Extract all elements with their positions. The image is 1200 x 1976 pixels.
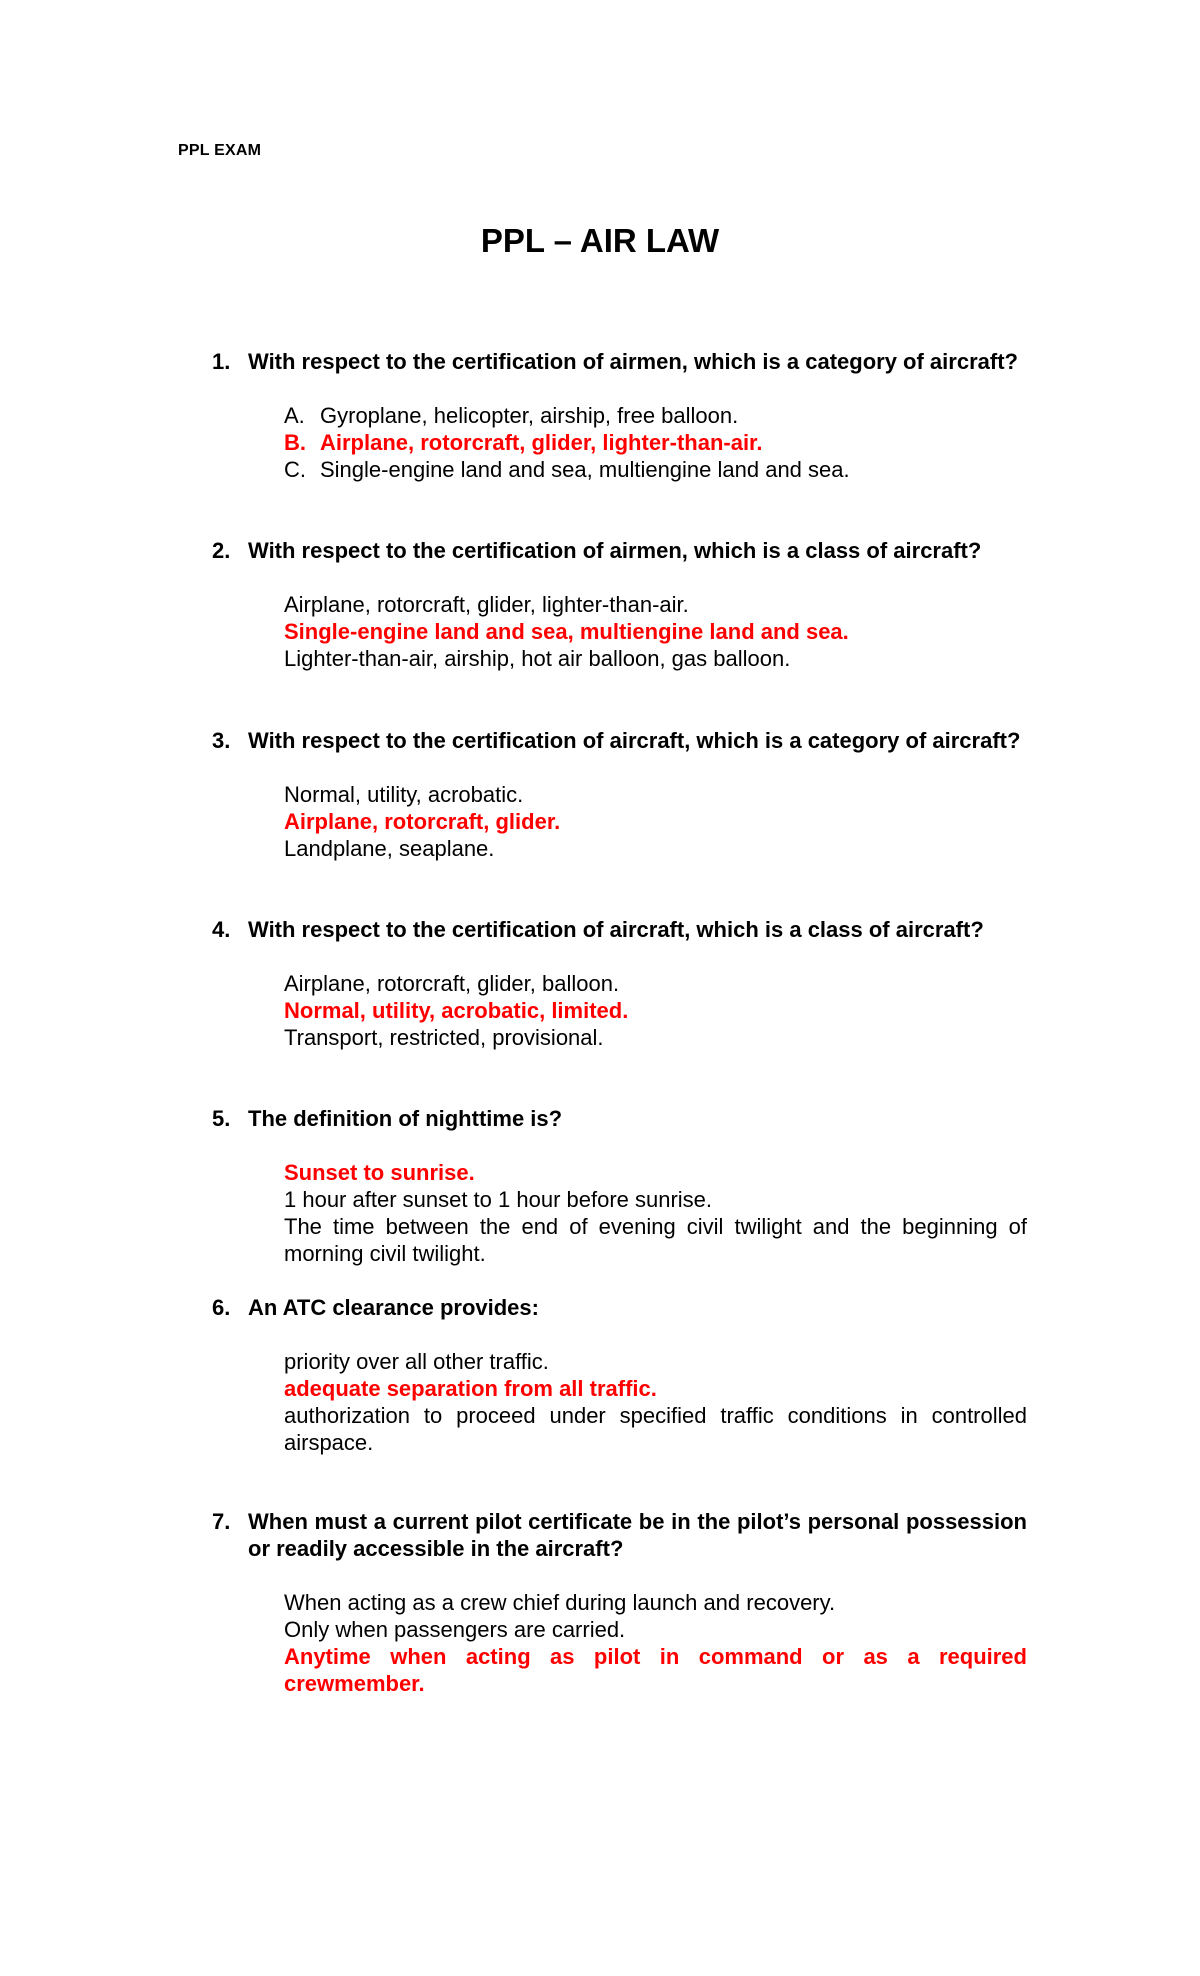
page-header-label: PPL EXAM (178, 142, 262, 159)
answer-option-letter: A. (284, 403, 305, 428)
question-item (212, 348, 1027, 483)
answer-option-correct (284, 997, 1027, 1024)
answer-option (284, 591, 1027, 618)
question-number: 3. (212, 728, 231, 753)
answer-option (284, 402, 1027, 429)
answer-option-text: Transport, restricted, provisional. (284, 1025, 604, 1050)
question-number: 7. (212, 1509, 231, 1534)
question-item (212, 1508, 1027, 1697)
answer-option-correct (284, 429, 1027, 456)
answer-option-text: Normal, utility, acrobatic. (284, 782, 524, 807)
answer-options (284, 1589, 1027, 1697)
answer-option-correct (284, 808, 1027, 835)
question-text: With respect to the certification of airmen, which is a category of aircraft? (248, 349, 1018, 374)
answer-option-text: Normal, utility, acrobatic, limited. (284, 998, 629, 1023)
answer-option (284, 1589, 1027, 1616)
answer-options (284, 591, 1027, 672)
answer-option-text: Airplane, rotorcraft, glider, lighter-than-air. (284, 592, 689, 617)
question-number: 2. (212, 538, 231, 563)
question-number: 5. (212, 1106, 231, 1131)
answer-option-text: Sunset to sunrise. (284, 1160, 475, 1185)
answer-option-text: When acting as a crew chief during launch and recovery. (284, 1590, 836, 1615)
answer-option-text: Landplane, seaplane. (284, 836, 495, 861)
answer-option-text: Airplane, rotorcraft, glider, balloon. (284, 971, 620, 996)
answer-option-correct (284, 1375, 1027, 1402)
answer-option (284, 1616, 1027, 1643)
question-item (212, 537, 1027, 672)
question-number: 6. (212, 1295, 231, 1320)
answer-option-text: Single-engine land and sea, multiengine land and sea. (320, 457, 850, 482)
answer-option-text: Airplane, rotorcraft, glider, lighter-than-air. (320, 430, 763, 455)
answer-options (284, 1159, 1027, 1267)
answer-option (284, 1402, 1027, 1456)
question-item (212, 727, 1027, 862)
answer-option-text: priority over all other traffic. (284, 1349, 549, 1374)
answer-option-text: The time between the end of evening civil twilight and the beginning of morning civil twilight. (284, 1214, 1027, 1266)
question-text: With respect to the certification of aircraft, which is a category of aircraft? (248, 728, 1021, 753)
answer-option-text: 1 hour after sunset to 1 hour before sunrise. (284, 1187, 713, 1212)
answer-options (284, 970, 1027, 1051)
answer-option-letter: C. (284, 457, 306, 482)
question-text: With respect to the certification of airmen, which is a class of aircraft? (248, 538, 982, 563)
answer-option (284, 456, 1027, 483)
question-text: An ATC clearance provides: (248, 1295, 539, 1320)
page-title: PPL – AIR LAW (480, 222, 720, 259)
question-item (212, 1294, 1027, 1456)
question-number: 1. (212, 349, 231, 374)
answer-option (284, 835, 1027, 862)
question-item (212, 1105, 1027, 1267)
answer-option-text: adequate separation from all traffic. (284, 1376, 657, 1401)
answer-option (284, 1024, 1027, 1051)
answer-option (284, 1186, 1027, 1213)
answer-options (284, 1348, 1027, 1456)
question-number: 4. (212, 917, 231, 942)
answer-option-text: Anytime when acting as pilot in command or as a required crewmember. (284, 1644, 1027, 1696)
question-text: When must a current pilot certificate be in the pilot’s personal possession or readily accessible in the aircraft? (248, 1509, 1027, 1561)
answer-option (284, 645, 1027, 672)
answer-option-text: Only when passengers are carried. (284, 1617, 626, 1642)
question-item (212, 916, 1027, 1051)
answer-option (284, 970, 1027, 997)
answer-option (284, 781, 1027, 808)
answer-option-letter: B. (284, 430, 306, 455)
answer-option-text: Gyroplane, helicopter, airship, free balloon. (320, 403, 739, 428)
answer-option-correct (284, 1159, 1027, 1186)
answer-option-text: Airplane, rotorcraft, glider. (284, 809, 561, 834)
answer-options (284, 402, 1027, 483)
question-text: The definition of nighttime is? (248, 1106, 563, 1131)
answer-option-correct (284, 618, 1027, 645)
answer-option (284, 1213, 1027, 1267)
answer-option (284, 1348, 1027, 1375)
answer-option-text: Lighter-than-air, airship, hot air balloon, gas balloon. (284, 646, 791, 671)
answer-option-text: Single-engine land and sea, multiengine land and sea. (284, 619, 849, 644)
answer-options (284, 781, 1027, 862)
answer-option-correct (284, 1643, 1027, 1697)
answer-option-text: authorization to proceed under specified traffic conditions in controlled airspace. (284, 1403, 1027, 1455)
question-text: With respect to the certification of aircraft, which is a class of aircraft? (248, 917, 984, 942)
